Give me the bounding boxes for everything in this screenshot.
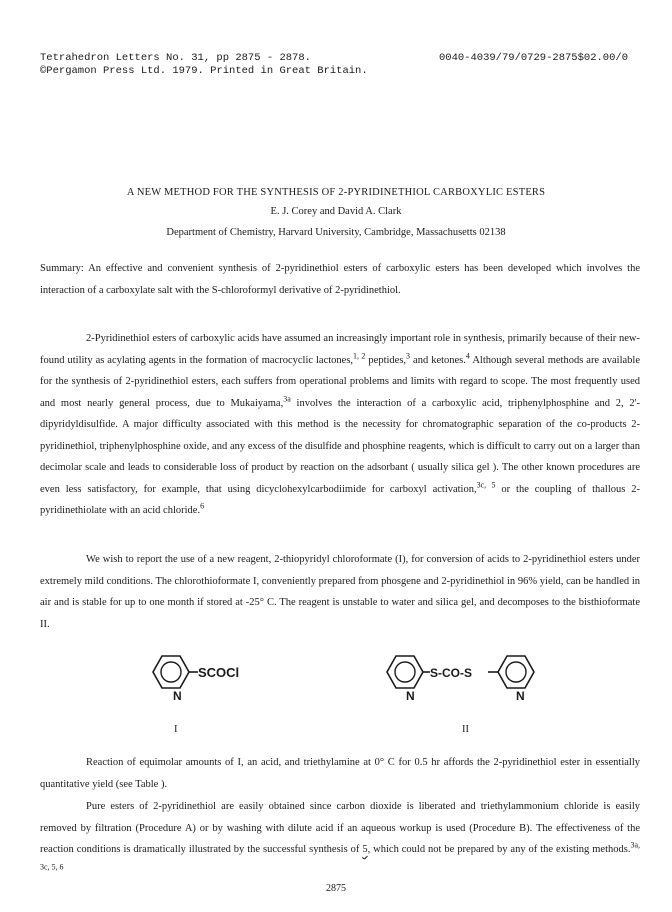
summary-text: An effective and convenient synthesis of 2-pyridinethiol esters of carboxylic esters has been developed which involves the interaction of a carboxylate salt with the S-chloroformyl derivative of 2-pyridinethiol.: [40, 263, 640, 296]
compound-number: 5: [362, 844, 368, 855]
structure-II-drawing: [378, 652, 558, 708]
para4-text-a: Pure esters of 2-pyridinethiol are easily obtained since carbon dioxide is liberated and triethylammonium chloride is easily removed by filtration (Procedure A) or by washing with dilute acid if an aqueous workup is used (Procedure B). The effectiveness of the reaction conditions is dramatically illustrated by the successful synthesis of: [40, 801, 640, 855]
structure-II-label: II: [462, 724, 469, 735]
publisher-line: ©Pergamon Press Ltd. 1979. Printed in Great Britain.: [40, 65, 368, 77]
issn-code: 0040-4039/79/0729-2875$02.00/0: [438, 52, 628, 64]
page-number: 2875: [326, 883, 346, 894]
citation-ref: 4: [465, 351, 470, 360]
para1-text-b: peptides,: [365, 354, 407, 366]
article-authors: E. J. Corey and David A. Clark: [270, 206, 402, 217]
structure-I-nitrogen: N: [173, 689, 182, 703]
para1-text-c: and ketones.: [410, 354, 466, 366]
para1-text-d: Although several methods are available for the synthesis of 2-pyridinethiol esters, each suffers from operational problems and limits with regard to scope. The most frequently used and most nearly general process, due to Mukaiyama,: [40, 354, 640, 409]
purification-paragraph: [40, 796, 640, 882]
summary-paragraph: [40, 258, 640, 301]
structure-II-linker: S-CO-S: [430, 666, 472, 680]
citation-ref: 3c, 5: [476, 480, 496, 489]
para1-text-f: or the coupling of thallous 2-pyridinethiolate with an acid chloride.: [40, 483, 640, 516]
article-affiliation: Department of Chemistry, Harvard University, Cambridge, Massachusetts 02138: [166, 227, 506, 238]
citation-ref: 6: [200, 501, 205, 511]
reagent-paragraph: [40, 549, 640, 635]
citation-ref: 1, 2: [353, 351, 366, 360]
structure-II-nitrogen-right: N: [516, 689, 525, 703]
structure-I-drawing: [140, 652, 260, 708]
citation-ref: 3: [406, 351, 411, 360]
para1-text-a: 2-Pyridinethiol esters of carboxylic acids have assumed an increasingly important role in synthesis, primarily because of their new-found utility as acylating agents in the formation of macrocyclic lactones,: [40, 333, 640, 366]
para1-text-e: involves the interaction of a carboxylic acid, triphenylphosphine and 2, 2'-dipyridyldisulfide. A major difficulty associated with this method is the necessity for chromatographic separation of the co-products 2-pyridinethiol, triphenylphosphine oxide, and any excess of the disulfide and phosphine reagents, which is difficult to carry out on a larger than decimolar scale and leads to considerable loss of product by reaction on the adsorbant ( usually silica gel ). The other known procedures are even less satisfactory, for example, that using dicyclohexylcarbodiimide for carboxyl activation,: [40, 397, 640, 495]
citation-ref: 3a, 3c, 5, 6: [40, 840, 641, 871]
para4-text-b: , which could not be prepared by any of the existing methods.: [367, 844, 631, 855]
structure-II-nitrogen-left: N: [406, 689, 415, 703]
structure-I-substituent: SCOCl: [198, 665, 240, 680]
journal-citation: Tetrahedron Letters No. 31, pp 2875 - 2878.: [40, 52, 311, 64]
citation-ref: 3a: [283, 394, 291, 403]
journal-header: [40, 52, 368, 78]
para3-text: Reaction of equimolar amounts of I, an acid, and triethylamine at 0° C for 0.5 hr affords the 2-pyridinethiol ester in essentially quantitative yield (see Table ).: [40, 757, 640, 790]
intro-paragraph: [40, 328, 640, 522]
structure-I-label: I: [174, 724, 178, 735]
summary-label: Summary:: [40, 263, 84, 274]
article-title: A NEW METHOD FOR THE SYNTHESIS OF 2-PYRIDINETHIOL CARBOXYLIC ESTERS: [126, 187, 546, 198]
para2-text: We wish to report the use of a new reagent, 2-thiopyridyl chloroformate (I), for conversion of acids to 2-pyridinethiol esters under extremely mild conditions. The chlorothioformate I, conveniently prepared from phosgene and 2-pyridinethiol in 96% yield, can be handled in air and is stable for up to one month if stored at -25° C. The reagent is unstable to water and silica gel, and decomposes to the bisthioformate II.: [40, 554, 640, 630]
reaction-paragraph: [40, 752, 640, 795]
